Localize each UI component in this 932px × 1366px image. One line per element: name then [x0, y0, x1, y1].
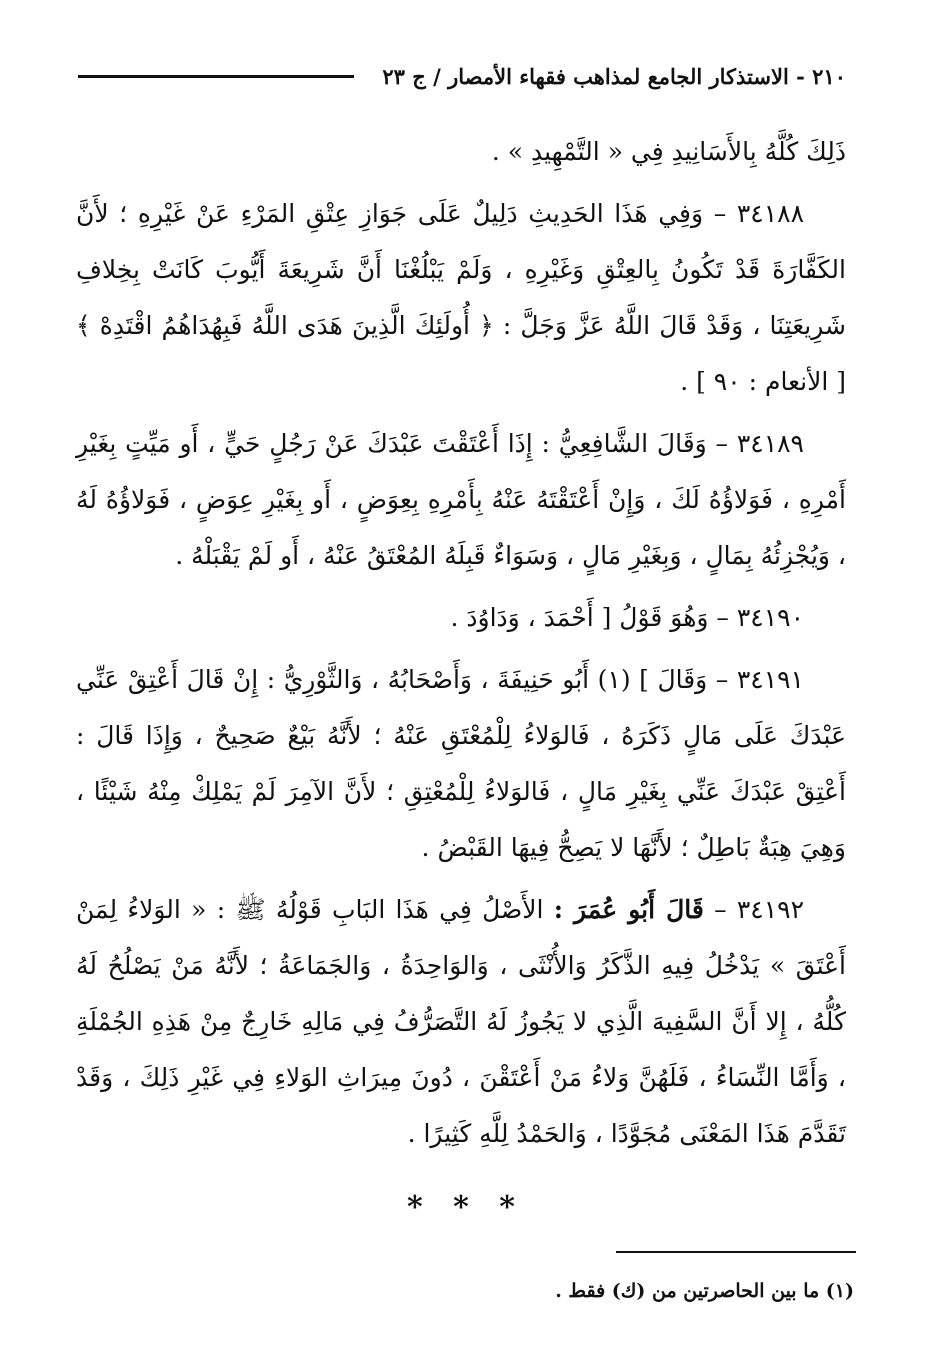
paragraph-number: ٣٤١٨٨ –: [713, 199, 805, 228]
paragraph-number: ٣٤١٩١ –: [715, 665, 804, 694]
paragraph-number: ٣٤١٩٠ –: [716, 603, 804, 632]
main-text: [76, 124, 846, 1162]
header-title: ٢١٠ - الاستذكار الجامع لمذاهب فقهاء الأمصار / ج ٢٣: [382, 63, 846, 89]
paragraph-continuation: [76, 124, 846, 180]
paragraph-text: ذَلِكَ كُلَّهُ بِالأَسَانِيدِ فِي « التَّمْهِيدِ » .: [491, 137, 846, 166]
paragraph-text: وَفِي هَذَا الحَدِيثِ دَلِيلٌ عَلَى جَوَازِ عِتْقِ المَرْءِ عَنْ غَيْرِهِ ؛ لأَنَّ الكَفَّارَةَ قَدْ تَكُونُ بِالعِتْقِ وَغَيْرِهِ ، وَلَمْ يَبْلُغْنَا أَنَّ شَرِيعَةَ أَيُّوبَ كَانَتْ بِخِلافِ شَرِيعَتِنَا ، وَقَدْ قَالَ اللَّهُ عَزَّ وَجَلَّ : ﴿ أُولَئِكَ الَّذِينَ هَدَى اللَّهُ فَبِهُدَاهُمُ اقْتَدِهْ ﴾ [ الأنعام : ٩٠ ] .: [76, 199, 846, 396]
paragraph-number: ٣٤١٨٩ –: [715, 429, 804, 458]
paragraph-speaker: قَالَ أَبُو عُمَرَ :: [553, 895, 704, 924]
paragraph-34192: [76, 882, 846, 1162]
paragraph-34191: [76, 652, 846, 876]
paragraph-text: وَهُوَ قَوْلُ [ أَحْمَدَ ، وَدَاوُدَ .: [450, 603, 709, 632]
paragraph-text: وَقَالَ ] (١) أَبُو حَنِيفَةَ ، وَأَصْحَابُهُ ، وَالثَّوْرِيُّ : إِنْ قَالَ أَعْتِقْ عَنِّي عَبْدَكَ عَلَى مَالٍ ذَكَرَهُ ، فَالوَلاءُ لِلْمُعْتَقِ عَنْهُ ؛ لأَنَّهُ بَيْعٌ صَحِيحٌ ، وَإِذَا قَالَ : أَعْتِقْ عَبْدَكَ عَنِّي بِغَيْرِ مَالٍ ، فَالوَلاءُ لِلْمُعْتِقِ ؛ لأَنَّ الآمِرَ لَمْ يَمْلِكْ مِنْهُ شَيْئًا ، وَهِيَ هِبَةٌ بَاطِلٌ ؛ لأَنَّهَا لا يَصِحُّ فِيهَا القَبْضُ .: [76, 665, 846, 862]
section-separator: * * *: [407, 1190, 525, 1225]
footnote: [74, 1276, 854, 1306]
footnote-text: (١) ما بين الحاصرتين من (ك) فقط .: [555, 1280, 854, 1302]
paragraph-34190: [76, 590, 846, 646]
footnote-rule: [616, 1251, 856, 1253]
paragraph-text: الأَصْلُ فِي هَذَا البَابِ قَوْلُهُ ﷺ : « الوَلاءُ لِمَنْ أَعْتَقَ » يَدْخُلُ فِيهِ الذَّكَرُ وَالأُنْثَى ، وَالوَاحِدَةُ ، وَالجَمَاعَةُ ؛ لأَنَّهُ مَنْ يَصْلُحُ لَهُ كُلُّهُ ، إِلا أَنَّ السَّفِيهَ الَّذِي لا يَجُوزُ لَهُ التَّصَرُّفُ فِي مَالِهِ خَارِجٌ مِنْ هَذِهِ الجُمْلَةِ ، وَأَمَّا النِّسَاءُ ، فَلَهُنَّ وَلاءُ مَنْ أَعْتَقْنَ ، دُونَ مِيرَاثِ الوَلاءِ فِي غَيْرِ ذَلِكَ ، وَقَدْ تَقَدَّمَ هَذَا المَعْنَى مُجَوَّدًا ، وَالحَمْدُ لِلَّهِ كَثِيرًا .: [76, 895, 846, 1148]
running-header: [78, 56, 846, 96]
paragraph-text: وَقَالَ الشَّافِعِيُّ : إِذَا أَعْتَقْتَ عَبْدَكَ عَنْ رَجُلٍ حَيٍّ ، أَو مَيِّتٍ بِغَيْرِ أَمْرِهِ ، فَوَلاؤُهُ لَكَ ، وَإِنْ أَعْتَقْتَهُ عَنْهُ بِأَمْرِهِ بِعِوَضٍ ، أَو بِغَيْرِ عِوَضٍ ، فَوَلاؤُهُ لَهُ ، وَيُجْزِئُهُ بِمَالٍ ، وَبِغَيْرِ مَالٍ ، وَسَوَاءٌ قَبِلَهُ المُعْتَقُ عَنْهُ ، أَو لَمْ يَقْبَلْهُ .: [76, 429, 846, 570]
paragraph-34188: [76, 186, 846, 410]
header-rule: [78, 75, 354, 78]
paragraph-34189: [76, 416, 846, 584]
paragraph-number: ٣٤١٩٢ –: [714, 895, 805, 924]
